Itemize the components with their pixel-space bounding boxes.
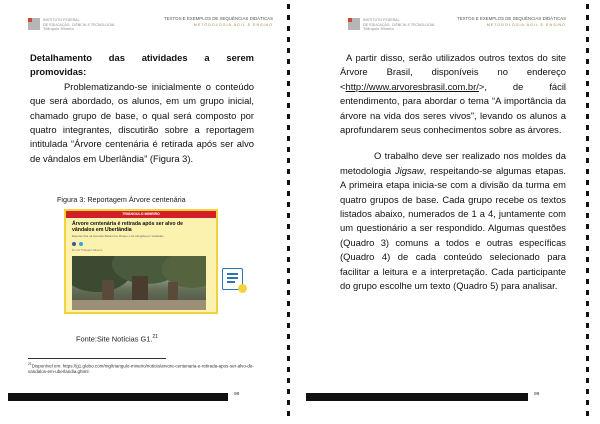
facebook-icon bbox=[72, 242, 76, 246]
left-body bbox=[30, 51, 254, 166]
footer-bar bbox=[8, 393, 228, 401]
document-icon bbox=[222, 268, 243, 290]
page-edge-dots bbox=[586, 4, 589, 420]
twitter-icon bbox=[79, 242, 83, 246]
jigsaw-paragraph: O trabalho deve ser realizado nos moldes da metodologia Jigsaw, respeitando-se algumas etapas. A primeira etapa inicia-se com a divisão da turma em quatro grupos de base. Cada grupo recebe os textos listados abaixo, numerados de 1 a 4, juntamente com um questionário a ser respondido. Algumas questões (Quadro 3) comuns a todos e outras específicas (Quadro 4) de cada conteúdo selecionado para facilitar a leitura e a interpretação. Cada participante do grupo escolhe um texto (Quadro 5) para analisar. bbox=[340, 150, 567, 292]
tree-photo bbox=[72, 256, 206, 310]
page-divider bbox=[287, 4, 290, 420]
page-number: 98 bbox=[234, 392, 240, 397]
section-heading: Detalhamento das atividades a serem promovidas: bbox=[30, 52, 254, 78]
footnote: $^{21}$Disponível em: https://g1.globo.com/mg/triangulo-mineiro/noticia/arvore-centenaria-e-retirada-apos-ser-alvo-de-vandalos-em-uberlandia.ghtml. bbox=[28, 362, 254, 375]
right-body bbox=[340, 51, 566, 294]
arvores-brasil-link[interactable]: http://www.arvoresbrasil.com.br/ bbox=[345, 80, 479, 92]
institution-name: INSTITUTO FEDERAL DE EDUCAÇÃO, CIÊNCIA E TECNOLOGIA Triângulo Mineiro bbox=[363, 18, 435, 31]
intro-paragraph: Problematizando-se inicialmente o conteúdo que será abordado, os alunos, em um grupo inicial, chamado grupo de base, o qual será composto por quatro integrantes, discutirão sobre a reportagem intitulada “Árvore centenária é retirada após ser alvo de vândalos em Uberlândia” (Figura 3). bbox=[30, 80, 254, 164]
news-section-bar: TRIÂNGULO MINEIRO bbox=[66, 211, 216, 218]
news-byline: Do G1 Triângulo Mineiro bbox=[72, 248, 103, 252]
news-headline: Árvore centenária é retirada após ser alvo de vândalos em Uberlândia bbox=[72, 221, 184, 233]
page-number: 99 bbox=[534, 392, 540, 397]
left-page bbox=[0, 0, 283, 424]
right-page bbox=[296, 0, 578, 424]
header-subtitle: METODOLOGIA ÁGIL E ENSINO bbox=[193, 23, 273, 27]
institution-logo-icon bbox=[348, 18, 360, 30]
institution-name: INSTITUTO FEDERAL DE EDUCAÇÃO, CIÊNCIA E TECNOLOGIA Triângulo Mineiro bbox=[43, 18, 115, 31]
footer-bar bbox=[306, 393, 528, 401]
footnote-rule bbox=[28, 358, 166, 359]
figure-source: Fonte:Site Notícias G1.21 bbox=[76, 334, 158, 344]
news-subheadline: Espécie fica na Avenida Belarmino Roque e foi atingida por vândalos. bbox=[72, 234, 165, 238]
institution-logo-icon bbox=[28, 18, 40, 30]
header-title: TEXTOS E EXEMPLOS DE SEQUÊNCIAS DIDÁTICAS bbox=[164, 16, 273, 21]
figure-caption: Figura 3: Reportagem Árvore centenária bbox=[57, 195, 186, 204]
news-screenshot-figure bbox=[64, 209, 218, 314]
header-title: TEXTOS E EXEMPLOS DE SEQUÊNCIAS DIDÁTICAS bbox=[457, 16, 566, 21]
sites-paragraph: A partir disso, serão utilizados outros textos do site Árvore Brasil, disponíveis no endereço <http://www.arvoresbrasil.com.br/>, de fácil entendimento, para abordar o tema “A importância da árvore na vida dos seres vivos”, levando os alunos a aprofundarem seus conhecimentos sobre as árvores. bbox=[340, 52, 566, 136]
header-subtitle: METODOLOGIA ÁGIL E ENSINO bbox=[486, 23, 566, 27]
